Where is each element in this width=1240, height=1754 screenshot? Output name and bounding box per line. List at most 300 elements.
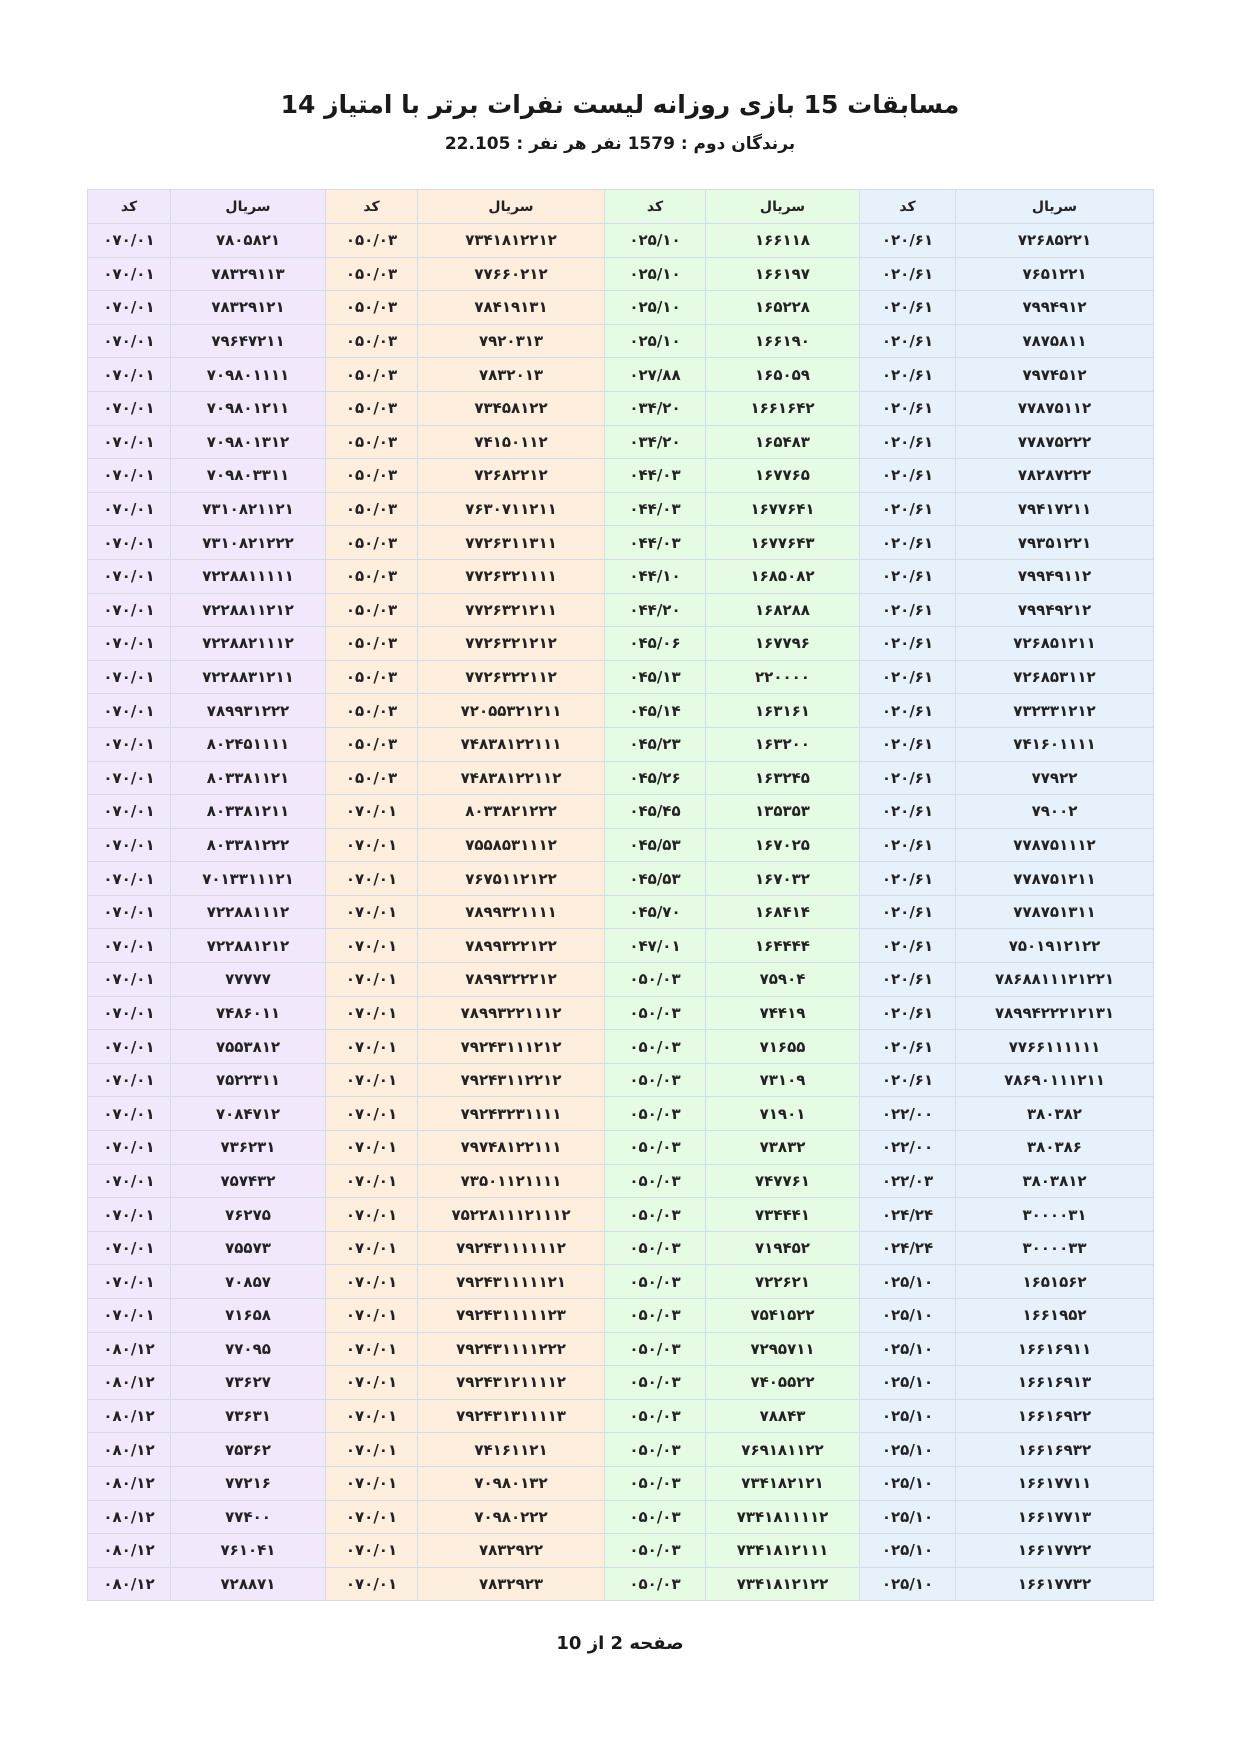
cell-code-4: ۰۷۰/۰۱ — [88, 660, 171, 694]
table-row — [88, 828, 1154, 862]
cell-serial-3: ۷۴۸۳۸۱۲۲۱۱۱ — [418, 727, 605, 761]
cell-serial-1: ۷۸۶۸۸۱۱۱۲۱۲۲۱ — [956, 963, 1154, 997]
cell-code-4: ۰۷۰/۰۱ — [88, 224, 171, 258]
cell-code-1: ۰۲۰/۶۱ — [860, 996, 956, 1030]
cell-code-4: ۰۷۰/۰۱ — [88, 727, 171, 761]
cell-serial-2: ۷۳۴۱۸۱۲۱۱۱ — [706, 1534, 860, 1568]
table-row — [88, 929, 1154, 963]
cell-serial-3: ۷۸۹۹۳۲۲۱۲۲ — [418, 929, 605, 963]
cell-serial-3: ۷۳۵۰۱۱۲۱۱۱۱ — [418, 1164, 605, 1198]
cell-code-1: ۰۲۰/۶۱ — [860, 727, 956, 761]
cell-code-1: ۰۲۵/۱۰ — [860, 1433, 956, 1467]
cell-code-3: ۰۵۰/۰۳ — [326, 593, 418, 627]
cell-code-4: ۰۷۰/۰۱ — [88, 526, 171, 560]
cell-serial-3: ۷۸۴۱۹۱۳۱ — [418, 291, 605, 325]
table-row — [88, 660, 1154, 694]
cell-serial-1: ۱۶۶۱۷۷۲۲ — [956, 1534, 1154, 1568]
cell-code-3: ۰۷۰/۰۱ — [326, 1231, 418, 1265]
table-row — [88, 459, 1154, 493]
cell-serial-3: ۷۳۴۱۸۱۲۲۱۲ — [418, 224, 605, 258]
cell-code-4: ۰۷۰/۰۱ — [88, 257, 171, 291]
cell-code-1: ۰۲۰/۶۱ — [860, 694, 956, 728]
cell-serial-4: ۷۵۳۶۲ — [171, 1433, 326, 1467]
cell-serial-2: ۷۱۶۵۵ — [706, 1030, 860, 1064]
cell-code-1: ۰۲۵/۱۰ — [860, 1299, 956, 1333]
header-serial-2: سریال — [706, 190, 860, 224]
cell-code-1: ۰۲۲/۰۰ — [860, 1097, 956, 1131]
table-row — [88, 895, 1154, 929]
cell-serial-1: ۷۷۸۷۵۱۱۱۲ — [956, 828, 1154, 862]
cell-serial-2: ۷۲۹۵۷۱۱ — [706, 1332, 860, 1366]
cell-serial-2: ۱۶۴۴۴۴ — [706, 929, 860, 963]
cell-serial-3: ۷۷۲۶۳۲۱۲۱۲ — [418, 627, 605, 661]
cell-serial-3: ۷۵۲۲۸۱۱۱۲۱۱۱۲ — [418, 1198, 605, 1232]
cell-serial-3: ۷۶۷۵۱۱۲۱۲۲ — [418, 862, 605, 896]
cell-code-3: ۰۵۰/۰۳ — [326, 660, 418, 694]
cell-serial-3: ۷۹۲۴۳۱۱۱۱۱۲۳ — [418, 1299, 605, 1333]
cell-serial-2: ۷۴۴۱۹ — [706, 996, 860, 1030]
cell-serial-4: ۷۵۲۲۳۱۱ — [171, 1063, 326, 1097]
results-table — [87, 189, 1154, 1601]
cell-code-1: ۰۲۰/۶۱ — [860, 257, 956, 291]
cell-serial-2: ۷۱۹۰۱ — [706, 1097, 860, 1131]
table-row — [88, 358, 1154, 392]
table-row — [88, 1231, 1154, 1265]
cell-serial-3: ۷۹۲۴۳۱۱۱۱۲۲۲ — [418, 1332, 605, 1366]
cell-serial-3: ۷۹۲۴۳۱۱۱۲۱۲ — [418, 1030, 605, 1064]
cell-code-3: ۰۵۰/۰۳ — [326, 694, 418, 728]
cell-code-2: ۰۲۵/۱۰ — [605, 224, 706, 258]
cell-serial-3: ۷۴۱۵۰۱۱۲ — [418, 425, 605, 459]
cell-code-2: ۰۵۰/۰۳ — [605, 1466, 706, 1500]
cell-serial-3: ۷۲۶۸۲۲۱۲ — [418, 459, 605, 493]
cell-serial-1: ۷۸۹۹۴۲۲۲۱۲۱۳۱ — [956, 996, 1154, 1030]
cell-code-3: ۰۷۰/۰۱ — [326, 895, 418, 929]
cell-code-3: ۰۵۰/۰۳ — [326, 526, 418, 560]
cell-serial-2: ۷۴۰۵۵۲۲ — [706, 1366, 860, 1400]
cell-serial-4: ۷۷۷۷۷ — [171, 963, 326, 997]
cell-code-2: ۰۲۵/۱۰ — [605, 291, 706, 325]
cell-serial-2: ۷۳۴۴۴۱ — [706, 1198, 860, 1232]
cell-serial-1: ۱۶۶۱۷۷۱۳ — [956, 1500, 1154, 1534]
cell-code-1: ۰۲۰/۶۱ — [860, 459, 956, 493]
cell-serial-4: ۷۲۲۸۸۱۲۱۲ — [171, 929, 326, 963]
cell-serial-4: ۷۲۲۸۸۳۱۲۱۱ — [171, 660, 326, 694]
cell-code-4: ۰۷۰/۰۱ — [88, 862, 171, 896]
cell-code-4: ۰۷۰/۰۱ — [88, 929, 171, 963]
header-serial-3: سریال — [418, 190, 605, 224]
table-row — [88, 593, 1154, 627]
table-row — [88, 1366, 1154, 1400]
cell-serial-2: ۱۶۳۲۴۵ — [706, 761, 860, 795]
page-title: مسابقات 15 بازی روزانه لیست نفرات برتر با امتیاز 14 — [280, 90, 960, 119]
cell-code-2: ۰۵۰/۰۳ — [605, 1063, 706, 1097]
cell-serial-3: ۷۹۲۴۳۱۱۱۱۱۲۱ — [418, 1265, 605, 1299]
cell-serial-3: ۷۹۷۴۸۱۲۲۱۱۱ — [418, 1131, 605, 1165]
header-serial-4: سریال — [171, 190, 326, 224]
cell-serial-1: ۷۷۶۶۱۱۱۱۱۱ — [956, 1030, 1154, 1064]
cell-serial-2: ۷۳۱۰۹ — [706, 1063, 860, 1097]
cell-serial-2: ۱۶۸۴۱۴ — [706, 895, 860, 929]
cell-serial-4: ۷۳۶۲۳۱ — [171, 1131, 326, 1165]
cell-serial-3: ۷۷۲۶۳۲۱۲۱۱ — [418, 593, 605, 627]
table-row — [88, 727, 1154, 761]
cell-code-4: ۰۷۰/۰۱ — [88, 1063, 171, 1097]
cell-code-1: ۰۲۰/۶۱ — [860, 828, 956, 862]
header-code-2: کد — [605, 190, 706, 224]
cell-code-1: ۰۲۰/۶۱ — [860, 224, 956, 258]
cell-serial-4: ۷۸۰۵۸۲۱ — [171, 224, 326, 258]
cell-code-3: ۰۵۰/۰۳ — [326, 559, 418, 593]
cell-serial-2: ۱۶۶۱۶۴۲ — [706, 391, 860, 425]
cell-serial-2: ۱۶۸۲۸۸ — [706, 593, 860, 627]
cell-serial-1: ۷۷۹۲۲ — [956, 761, 1154, 795]
cell-code-3: ۰۷۰/۰۱ — [326, 1466, 418, 1500]
cell-serial-3: ۸۰۳۳۸۲۱۲۲۲ — [418, 795, 605, 829]
cell-code-2: ۰۵۰/۰۳ — [605, 1299, 706, 1333]
cell-serial-1: ۱۶۶۱۷۷۳۲ — [956, 1567, 1154, 1601]
cell-serial-4: ۷۰۹۸۰۱۳۱۲ — [171, 425, 326, 459]
cell-serial-4: ۷۴۸۶۰۱۱ — [171, 996, 326, 1030]
header-code-4: کد — [88, 190, 171, 224]
cell-code-4: ۰۷۰/۰۱ — [88, 895, 171, 929]
cell-code-4: ۰۷۰/۰۱ — [88, 963, 171, 997]
cell-serial-4: ۷۵۵۷۳ — [171, 1231, 326, 1265]
table-row — [88, 1030, 1154, 1064]
cell-serial-1: ۷۲۶۸۵۲۲۱ — [956, 224, 1154, 258]
cell-code-1: ۰۲۰/۶۱ — [860, 862, 956, 896]
cell-code-3: ۰۵۰/۰۳ — [326, 291, 418, 325]
cell-code-4: ۰۷۰/۰۱ — [88, 1030, 171, 1064]
cell-code-3: ۰۷۰/۰۱ — [326, 1433, 418, 1467]
header-serial-1: سریال — [956, 190, 1154, 224]
cell-code-2: ۰۵۰/۰۳ — [605, 1534, 706, 1568]
cell-code-4: ۰۷۰/۰۱ — [88, 1097, 171, 1131]
cell-code-1: ۰۲۰/۶۱ — [860, 291, 956, 325]
cell-serial-2: ۱۶۵۴۸۳ — [706, 425, 860, 459]
cell-serial-2: ۱۶۷۰۳۲ — [706, 862, 860, 896]
cell-serial-1: ۷۵۰۱۹۱۲۱۲۲ — [956, 929, 1154, 963]
cell-code-1: ۰۲۰/۶۱ — [860, 627, 956, 661]
cell-code-2: ۰۵۰/۰۳ — [605, 1399, 706, 1433]
cell-code-2: ۰۴۵/۱۳ — [605, 660, 706, 694]
cell-code-2: ۰۴۵/۵۳ — [605, 828, 706, 862]
table-row — [88, 257, 1154, 291]
cell-serial-4: ۷۷۴۰۰ — [171, 1500, 326, 1534]
cell-code-2: ۰۴۵/۴۵ — [605, 795, 706, 829]
cell-serial-4: ۷۸۳۲۹۱۲۱ — [171, 291, 326, 325]
cell-code-3: ۰۷۰/۰۱ — [326, 828, 418, 862]
cell-serial-4: ۷۳۱۰۸۲۱۱۲۱ — [171, 492, 326, 526]
cell-serial-1: ۱۶۶۱۶۹۲۲ — [956, 1399, 1154, 1433]
cell-code-3: ۰۵۰/۰۳ — [326, 224, 418, 258]
cell-serial-2: ۱۶۶۱۹۰ — [706, 324, 860, 358]
table-row — [88, 559, 1154, 593]
cell-serial-2: ۷۳۴۱۸۱۱۱۱۲ — [706, 1500, 860, 1534]
cell-code-3: ۰۷۰/۰۱ — [326, 1299, 418, 1333]
cell-code-1: ۰۲۰/۶۱ — [860, 795, 956, 829]
cell-code-3: ۰۷۰/۰۱ — [326, 1030, 418, 1064]
table-row — [88, 526, 1154, 560]
cell-code-1: ۰۲۰/۶۱ — [860, 963, 956, 997]
cell-code-1: ۰۲۰/۶۱ — [860, 492, 956, 526]
cell-code-1: ۰۲۵/۱۰ — [860, 1332, 956, 1366]
cell-code-4: ۰۷۰/۰۱ — [88, 492, 171, 526]
cell-code-4: ۰۷۰/۰۱ — [88, 694, 171, 728]
cell-code-2: ۰۵۰/۰۳ — [605, 963, 706, 997]
cell-serial-2: ۷۳۸۳۲ — [706, 1131, 860, 1165]
cell-serial-1: ۱۶۶۱۶۹۳۲ — [956, 1433, 1154, 1467]
cell-code-4: ۰۸۰/۱۲ — [88, 1466, 171, 1500]
cell-serial-4: ۷۲۲۸۸۱۱۲۱۲ — [171, 593, 326, 627]
cell-serial-3: ۷۶۳۰۷۱۱۲۱۱ — [418, 492, 605, 526]
cell-serial-4: ۸۰۳۳۸۱۲۱۱ — [171, 795, 326, 829]
cell-code-4: ۰۷۰/۰۱ — [88, 828, 171, 862]
table-row — [88, 1332, 1154, 1366]
table-row — [88, 963, 1154, 997]
cell-serial-3: ۷۹۲۰۳۱۳ — [418, 324, 605, 358]
table-row — [88, 1433, 1154, 1467]
cell-serial-4: ۷۳۶۳۱ — [171, 1399, 326, 1433]
cell-code-3: ۰۷۰/۰۱ — [326, 1198, 418, 1232]
cell-serial-1: ۷۹۹۴۹۱۱۲ — [956, 559, 1154, 593]
table-row — [88, 1198, 1154, 1232]
cell-serial-2: ۷۲۲۶۲۱ — [706, 1265, 860, 1299]
cell-serial-4: ۸۰۲۴۵۱۱۱۱ — [171, 727, 326, 761]
cell-code-3: ۰۷۰/۰۱ — [326, 963, 418, 997]
table-header-row — [88, 190, 1154, 224]
cell-code-3: ۰۷۰/۰۱ — [326, 1097, 418, 1131]
cell-serial-3: ۷۸۹۹۳۲۱۱۱۱ — [418, 895, 605, 929]
cell-code-2: ۰۵۰/۰۳ — [605, 1567, 706, 1601]
cell-serial-3: ۷۳۴۵۸۱۲۲ — [418, 391, 605, 425]
cell-serial-3: ۷۹۲۴۳۱۱۲۲۱۲ — [418, 1063, 605, 1097]
cell-serial-1: ۷۸۲۸۷۲۲۲ — [956, 459, 1154, 493]
cell-serial-4: ۷۷۰۹۵ — [171, 1332, 326, 1366]
cell-serial-1: ۷۲۶۸۵۱۲۱۱ — [956, 627, 1154, 661]
cell-code-1: ۰۲۰/۶۱ — [860, 660, 956, 694]
table-row — [88, 1299, 1154, 1333]
cell-code-3: ۰۷۰/۰۱ — [326, 1500, 418, 1534]
cell-code-2: ۰۵۰/۰۳ — [605, 1265, 706, 1299]
cell-serial-1: ۷۲۶۸۵۳۱۱۲ — [956, 660, 1154, 694]
page-subtitle: برندگان دوم : 1579 نفر هر نفر : 22.105 — [444, 134, 796, 154]
table-row — [88, 1534, 1154, 1568]
cell-serial-3: ۷۹۲۴۳۱۲۱۱۱۱۲ — [418, 1366, 605, 1400]
cell-code-3: ۰۵۰/۰۳ — [326, 761, 418, 795]
page-number: صفحه 2 از 10 — [556, 1633, 684, 1654]
cell-code-2: ۰۵۰/۰۳ — [605, 1433, 706, 1467]
cell-serial-2: ۱۶۶۱۹۷ — [706, 257, 860, 291]
cell-serial-2: ۷۵۹۰۴ — [706, 963, 860, 997]
cell-serial-3: ۷۷۲۶۳۱۱۳۱۱ — [418, 526, 605, 560]
cell-serial-2: ۷۳۴۱۸۱۲۱۲۲ — [706, 1567, 860, 1601]
cell-code-4: ۰۷۰/۰۱ — [88, 1299, 171, 1333]
cell-serial-2: ۱۶۷۷۶۴۱ — [706, 492, 860, 526]
cell-serial-3: ۷۸۳۲۰۱۳ — [418, 358, 605, 392]
cell-serial-4: ۷۲۲۸۸۱۱۱۱۱ — [171, 559, 326, 593]
cell-serial-2: ۷۱۹۴۵۲ — [706, 1231, 860, 1265]
cell-code-4: ۰۷۰/۰۱ — [88, 459, 171, 493]
cell-serial-2: ۷۳۴۱۸۲۱۲۱ — [706, 1466, 860, 1500]
cell-code-3: ۰۵۰/۰۳ — [326, 391, 418, 425]
cell-serial-3: ۷۸۳۲۹۲۳ — [418, 1567, 605, 1601]
table-row — [88, 1466, 1154, 1500]
cell-code-1: ۰۲۴/۲۴ — [860, 1231, 956, 1265]
cell-serial-3: ۷۴۱۶۱۱۲۱ — [418, 1433, 605, 1467]
cell-code-4: ۰۷۰/۰۱ — [88, 291, 171, 325]
table-row — [88, 1164, 1154, 1198]
table-row — [88, 1567, 1154, 1601]
cell-code-2: ۰۵۰/۰۳ — [605, 1097, 706, 1131]
cell-serial-4: ۷۰۸۵۷ — [171, 1265, 326, 1299]
cell-code-1: ۰۲۵/۱۰ — [860, 1265, 956, 1299]
cell-serial-2: ۷۶۹۱۸۱۱۲۲ — [706, 1433, 860, 1467]
cell-code-2: ۰۵۰/۰۳ — [605, 1500, 706, 1534]
cell-serial-1: ۳۸۰۳۸۶ — [956, 1131, 1154, 1165]
cell-serial-4: ۷۵۷۴۳۲ — [171, 1164, 326, 1198]
cell-code-1: ۰۲۲/۰۰ — [860, 1131, 956, 1165]
cell-code-3: ۰۵۰/۰۳ — [326, 257, 418, 291]
cell-serial-3: ۷۸۹۹۳۲۲۲۱۲ — [418, 963, 605, 997]
cell-code-1: ۰۲۰/۶۱ — [860, 358, 956, 392]
cell-code-3: ۰۵۰/۰۳ — [326, 627, 418, 661]
cell-code-4: ۰۷۰/۰۱ — [88, 425, 171, 459]
table-row — [88, 1131, 1154, 1165]
cell-code-4: ۰۷۰/۰۱ — [88, 627, 171, 661]
cell-code-4: ۰۸۰/۱۲ — [88, 1399, 171, 1433]
cell-serial-1: ۷۹۹۴۹۱۲ — [956, 291, 1154, 325]
cell-code-1: ۰۲۰/۶۱ — [860, 1063, 956, 1097]
cell-code-2: ۰۳۴/۲۰ — [605, 391, 706, 425]
cell-code-3: ۰۷۰/۰۱ — [326, 929, 418, 963]
cell-serial-2: ۱۶۸۵۰۸۲ — [706, 559, 860, 593]
cell-code-1: ۰۲۰/۶۱ — [860, 559, 956, 593]
cell-code-2: ۰۳۴/۲۰ — [605, 425, 706, 459]
cell-serial-4: ۷۰۹۸۰۱۲۱۱ — [171, 391, 326, 425]
cell-serial-4: ۷۶۱۰۴۱ — [171, 1534, 326, 1568]
cell-code-4: ۰۷۰/۰۱ — [88, 1198, 171, 1232]
cell-code-3: ۰۷۰/۰۱ — [326, 1332, 418, 1366]
cell-code-1: ۰۲۰/۶۱ — [860, 1030, 956, 1064]
cell-serial-3: ۷۸۳۲۹۲۲ — [418, 1534, 605, 1568]
cell-serial-1: ۷۴۱۶۰۱۱۱۱ — [956, 727, 1154, 761]
table-row — [88, 391, 1154, 425]
cell-serial-3: ۷۹۲۴۳۱۱۱۱۱۱۲ — [418, 1231, 605, 1265]
cell-code-3: ۰۷۰/۰۱ — [326, 1164, 418, 1198]
cell-serial-2: ۱۶۶۱۱۸ — [706, 224, 860, 258]
cell-serial-2: ۱۶۵۲۲۸ — [706, 291, 860, 325]
cell-serial-1: ۱۶۶۱۶۹۱۱ — [956, 1332, 1154, 1366]
cell-code-4: ۰۸۰/۱۲ — [88, 1433, 171, 1467]
cell-code-3: ۰۷۰/۰۱ — [326, 1534, 418, 1568]
cell-code-4: ۰۷۰/۰۱ — [88, 1265, 171, 1299]
cell-serial-4: ۷۰۹۸۰۱۱۱۱ — [171, 358, 326, 392]
cell-code-3: ۰۷۰/۰۱ — [326, 1131, 418, 1165]
cell-serial-2: ۱۶۷۷۶۴۳ — [706, 526, 860, 560]
cell-code-4: ۰۷۰/۰۱ — [88, 1164, 171, 1198]
cell-code-3: ۰۵۰/۰۳ — [326, 425, 418, 459]
cell-serial-4: ۷۳۱۰۸۲۱۲۲۲ — [171, 526, 326, 560]
cell-code-4: ۰۷۰/۰۱ — [88, 795, 171, 829]
cell-serial-4: ۷۹۶۴۷۲۱۱ — [171, 324, 326, 358]
cell-code-1: ۰۲۰/۶۱ — [860, 761, 956, 795]
cell-code-2: ۰۵۰/۰۳ — [605, 1332, 706, 1366]
table-row — [88, 1265, 1154, 1299]
cell-serial-4: ۷۰۱۳۳۱۱۱۲۱ — [171, 862, 326, 896]
cell-code-4: ۰۷۰/۰۱ — [88, 559, 171, 593]
cell-serial-2: ۱۶۳۱۶۱ — [706, 694, 860, 728]
cell-serial-1: ۷۷۸۷۵۲۲۲ — [956, 425, 1154, 459]
cell-code-2: ۰۵۰/۰۳ — [605, 1131, 706, 1165]
cell-code-3: ۰۵۰/۰۳ — [326, 727, 418, 761]
cell-serial-1: ۷۹۳۵۱۲۲۱ — [956, 526, 1154, 560]
cell-code-2: ۰۵۰/۰۳ — [605, 1366, 706, 1400]
cell-code-2: ۰۵۰/۰۳ — [605, 1164, 706, 1198]
cell-code-1: ۰۲۰/۶۱ — [860, 324, 956, 358]
cell-code-1: ۰۲۰/۶۱ — [860, 425, 956, 459]
cell-code-1: ۰۲۵/۱۰ — [860, 1366, 956, 1400]
table-body — [88, 224, 1154, 1601]
cell-code-2: ۰۵۰/۰۳ — [605, 1231, 706, 1265]
cell-serial-1: ۱۶۶۱۶۹۱۳ — [956, 1366, 1154, 1400]
cell-code-1: ۰۲۰/۶۱ — [860, 593, 956, 627]
cell-code-2: ۰۴۵/۲۶ — [605, 761, 706, 795]
cell-code-2: ۰۴۴/۰۳ — [605, 526, 706, 560]
cell-serial-1: ۳۸۰۳۸۱۲ — [956, 1164, 1154, 1198]
cell-serial-1: ۷۹۴۱۷۲۱۱ — [956, 492, 1154, 526]
cell-serial-4: ۸۰۳۳۸۱۲۲۲ — [171, 828, 326, 862]
cell-code-1: ۰۲۰/۶۱ — [860, 895, 956, 929]
cell-code-4: ۰۷۰/۰۱ — [88, 1131, 171, 1165]
cell-code-1: ۰۲۴/۲۴ — [860, 1198, 956, 1232]
cell-serial-1: ۷۸۶۹۰۱۱۱۲۱۱ — [956, 1063, 1154, 1097]
cell-serial-4: ۷۲۲۸۸۱۱۱۲ — [171, 895, 326, 929]
cell-code-1: ۰۲۵/۱۰ — [860, 1500, 956, 1534]
cell-serial-1: ۱۶۶۱۷۷۱۱ — [956, 1466, 1154, 1500]
cell-serial-4: ۷۰۹۸۰۳۳۱۱ — [171, 459, 326, 493]
cell-serial-1: ۷۹۰۰۲ — [956, 795, 1154, 829]
table-row — [88, 1500, 1154, 1534]
cell-code-4: ۰۷۰/۰۱ — [88, 391, 171, 425]
cell-serial-4: ۷۲۸۸۷۱ — [171, 1567, 326, 1601]
cell-code-4: ۰۸۰/۱۲ — [88, 1500, 171, 1534]
cell-code-4: ۰۸۰/۱۲ — [88, 1534, 171, 1568]
table-row — [88, 324, 1154, 358]
cell-code-2: ۰۴۷/۰۱ — [605, 929, 706, 963]
cell-serial-2: ۱۶۷۷۹۶ — [706, 627, 860, 661]
table-row — [88, 627, 1154, 661]
cell-code-2: ۰۵۰/۰۳ — [605, 996, 706, 1030]
cell-serial-3: ۷۵۵۸۵۳۱۱۱۲ — [418, 828, 605, 862]
table-row — [88, 1399, 1154, 1433]
cell-serial-4: ۷۷۲۱۶ — [171, 1466, 326, 1500]
cell-serial-1: ۳۰۰۰۰۳۳ — [956, 1231, 1154, 1265]
cell-code-2: ۰۲۵/۱۰ — [605, 324, 706, 358]
cell-code-3: ۰۷۰/۰۱ — [326, 795, 418, 829]
cell-code-3: ۰۵۰/۰۳ — [326, 358, 418, 392]
cell-code-3: ۰۷۰/۰۱ — [326, 862, 418, 896]
cell-serial-2: ۱۶۳۲۰۰ — [706, 727, 860, 761]
cell-serial-1: ۷۳۲۳۳۱۲۱۲ — [956, 694, 1154, 728]
cell-serial-3: ۷۰۹۸۰۲۲۲ — [418, 1500, 605, 1534]
table-row — [88, 1063, 1154, 1097]
table-row — [88, 694, 1154, 728]
cell-serial-2: ۷۴۷۷۶۱ — [706, 1164, 860, 1198]
cell-serial-1: ۷۹۷۴۵۱۲ — [956, 358, 1154, 392]
cell-serial-3: ۷۸۹۹۳۲۲۱۱۱۲ — [418, 996, 605, 1030]
cell-code-3: ۰۵۰/۰۳ — [326, 459, 418, 493]
